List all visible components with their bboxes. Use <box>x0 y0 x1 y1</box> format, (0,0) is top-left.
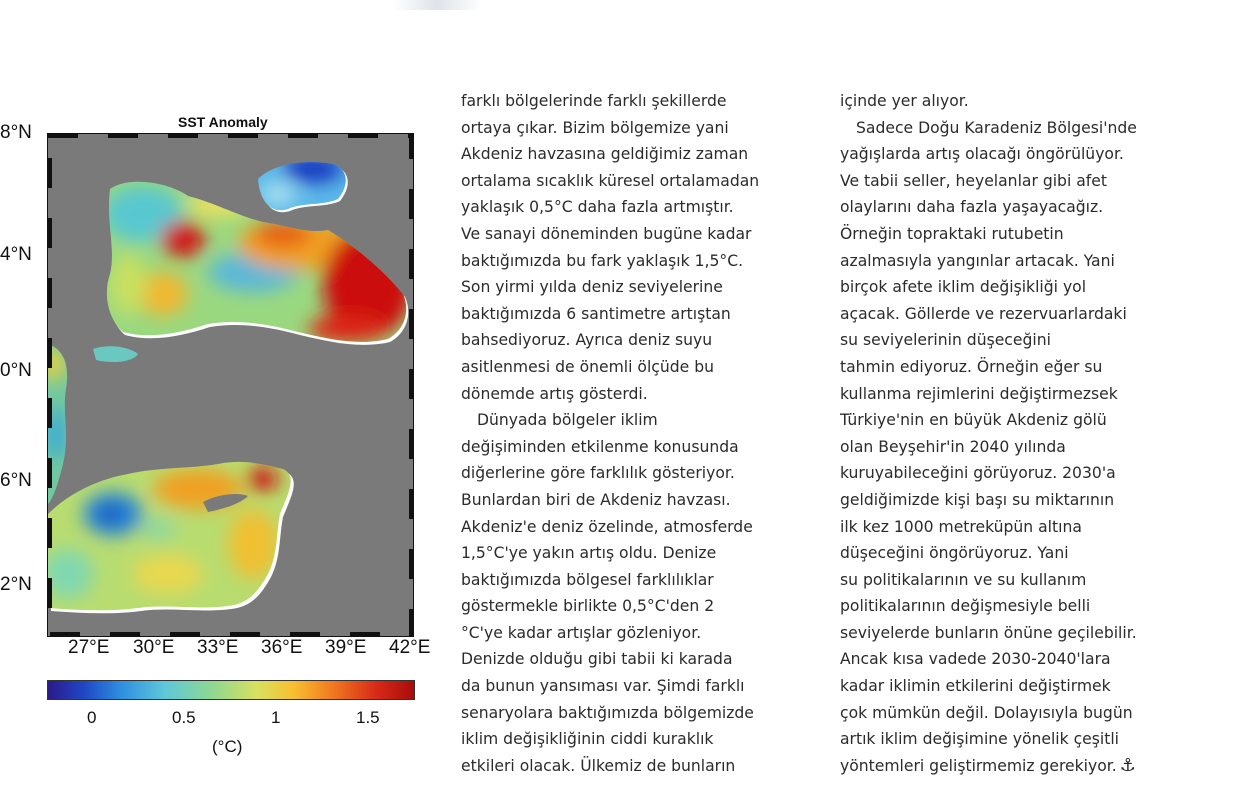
lon-label: 33°E <box>197 637 239 658</box>
text-line: kadar iklimin etkilerini değiştirmek <box>840 677 1111 696</box>
text-line: 1,5°C'ye yakın artış oldu. Denize <box>461 544 717 563</box>
text-line: yaklaşık 0,5°C daha fazla artmıştır. <box>461 198 734 217</box>
text-line: çok mümkün değil. Dolayısıyla bugün <box>840 703 1133 722</box>
lon-label: 30°E <box>133 637 175 658</box>
text-line: politikalarının değişmesiyle belli <box>840 597 1091 616</box>
text-line: su seviyelerinin düşeceğini <box>840 331 1051 350</box>
text-line: Örneğin topraktaki rutubetin <box>840 224 1064 243</box>
text-line: kullanma rejimlerini değiştirmezsek <box>840 384 1118 403</box>
colorbar-tick: 0 <box>87 708 97 727</box>
text-line-final <box>840 753 1185 780</box>
text-line: Denizde olduğu gibi tabii ki karada <box>461 650 733 669</box>
text-line: ortalama sıcaklık küresel ortalamadan <box>461 171 760 190</box>
lat-label: 6°N <box>0 470 32 491</box>
text-line: olaylarını daha fazla yaşayacağız. <box>840 198 1104 217</box>
text-line: artık iklim değişimine yönelik çeşitli <box>840 730 1120 749</box>
lat-label: 0°N <box>0 360 32 381</box>
sst-map <box>47 133 414 637</box>
text-line: baktığımızda bölgesel farklılıklar <box>461 570 714 589</box>
text-line: Bunlardan biri de Akdeniz havzası. <box>461 490 731 509</box>
anchor-icon: ⚓ <box>1119 754 1136 776</box>
lat-label: 2°N <box>0 574 32 595</box>
lon-label: 42°E <box>389 637 431 658</box>
colorbar <box>47 680 415 700</box>
text-line: Dünyada bölgeler iklim <box>477 411 658 430</box>
lon-label: 36°E <box>261 637 303 658</box>
article-column-left <box>461 88 821 779</box>
text-line: ilk kez 1000 metreküpün altına <box>840 517 1082 536</box>
text-line: değişiminden etkilenme konusunda <box>461 437 739 456</box>
final-line-text: yöntemleri geliştirmemiz gerekiyor. <box>840 756 1117 775</box>
text-line: içinde yer alıyor. <box>840 92 969 110</box>
text-line: kuruyabileceğini görüyoruz. 2030'a <box>840 464 1116 483</box>
text-line: seviyelerde bunların önüne geçilebilir. <box>840 623 1137 642</box>
text-line: da bunun yansıması var. Şimdi farklı <box>461 677 745 696</box>
text-line: iklim değişikliğinin ciddi kuraklık <box>461 730 714 749</box>
lon-label: 27°E <box>68 637 110 658</box>
text-line: düşeceğini öngörüyoruz. Yani <box>840 544 1069 563</box>
text-line: tahmin ediyoruz. Örneğin eğer su <box>840 357 1103 376</box>
text-line: olan Beyşehir'in 2040 yılında <box>840 437 1066 456</box>
text-line: baktığımızda bu fark yaklaşık 1,5°C. <box>461 251 744 270</box>
colorbar-tick: 0.5 <box>172 708 196 727</box>
text-line: baktığımızda 6 santimetre artıştan <box>461 304 731 323</box>
text-line: etkileri olacak. Ülkemiz de bunların <box>461 756 736 775</box>
text-line: göstermekle birlikte 0,5°C'den 2 <box>461 597 715 616</box>
lat-label: 4°N <box>0 244 32 265</box>
colorbar-unit: (°C) <box>212 737 243 756</box>
text-line: asitlenmesi de önemli ölçüde bu <box>461 357 714 376</box>
text-line: birçok afete iklim değişikliği yol <box>840 278 1087 297</box>
text-line: geldiğimizde kişi başı su miktarının <box>840 490 1115 509</box>
lat-label: 8°N <box>0 122 32 143</box>
figure-title: SST Anomaly <box>178 114 268 130</box>
text-line: Son yirmi yılda deniz seviyelerine <box>461 278 723 297</box>
text-line: yağışlarda artış olacağı öngörülüyor. <box>840 145 1124 164</box>
lon-label: 39°E <box>325 637 367 658</box>
text-line: Ve tabii seller, heyelanlar gibi afet <box>840 171 1107 190</box>
text-line: Sadece Doğu Karadeniz Bölgesi'nde <box>856 118 1137 137</box>
text-line: °C'ye kadar artışlar gözleniyor. <box>461 623 702 642</box>
text-line: azalmasıyla yangınlar artacak. Yani <box>840 251 1115 270</box>
text-line: Akdeniz havzasına geldiğimiz zaman <box>461 145 749 164</box>
text-line: Ve sanayi döneminden bugüne kadar <box>461 224 752 243</box>
text-line: su politikalarının ve su kullanım <box>840 570 1087 589</box>
text-line: dönemde artış gösterdi. <box>461 384 648 403</box>
text-line: Türkiye'nin en büyük Akdeniz gölü <box>840 411 1107 430</box>
text-line: senaryolara baktığımızda bölgemizde <box>461 703 754 722</box>
article-column-right <box>840 88 1185 779</box>
text-line: Ancak kısa vadede 2030-2040'lara <box>840 650 1111 669</box>
text-line: açacak. Göllerde ve rezervuarlardaki <box>840 304 1127 323</box>
text-line: Akdeniz'e deniz özelinde, atmosferde <box>461 517 753 536</box>
text-line: ortaya çıkar. Bizim bölgemize yani <box>461 118 729 137</box>
colorbar-tick: 1 <box>271 708 281 727</box>
text-line: farklı bölgelerinde farklı şekillerde <box>461 92 727 110</box>
sst-anomaly-figure <box>0 0 450 810</box>
text-line: bahsediyoruz. Ayrıca deniz suyu <box>461 331 713 350</box>
colorbar-tick: 1.5 <box>356 708 380 727</box>
text-line: diğerlerine göre farklılık gösteriyor. <box>461 464 735 483</box>
sst-map-graphic <box>48 134 413 636</box>
